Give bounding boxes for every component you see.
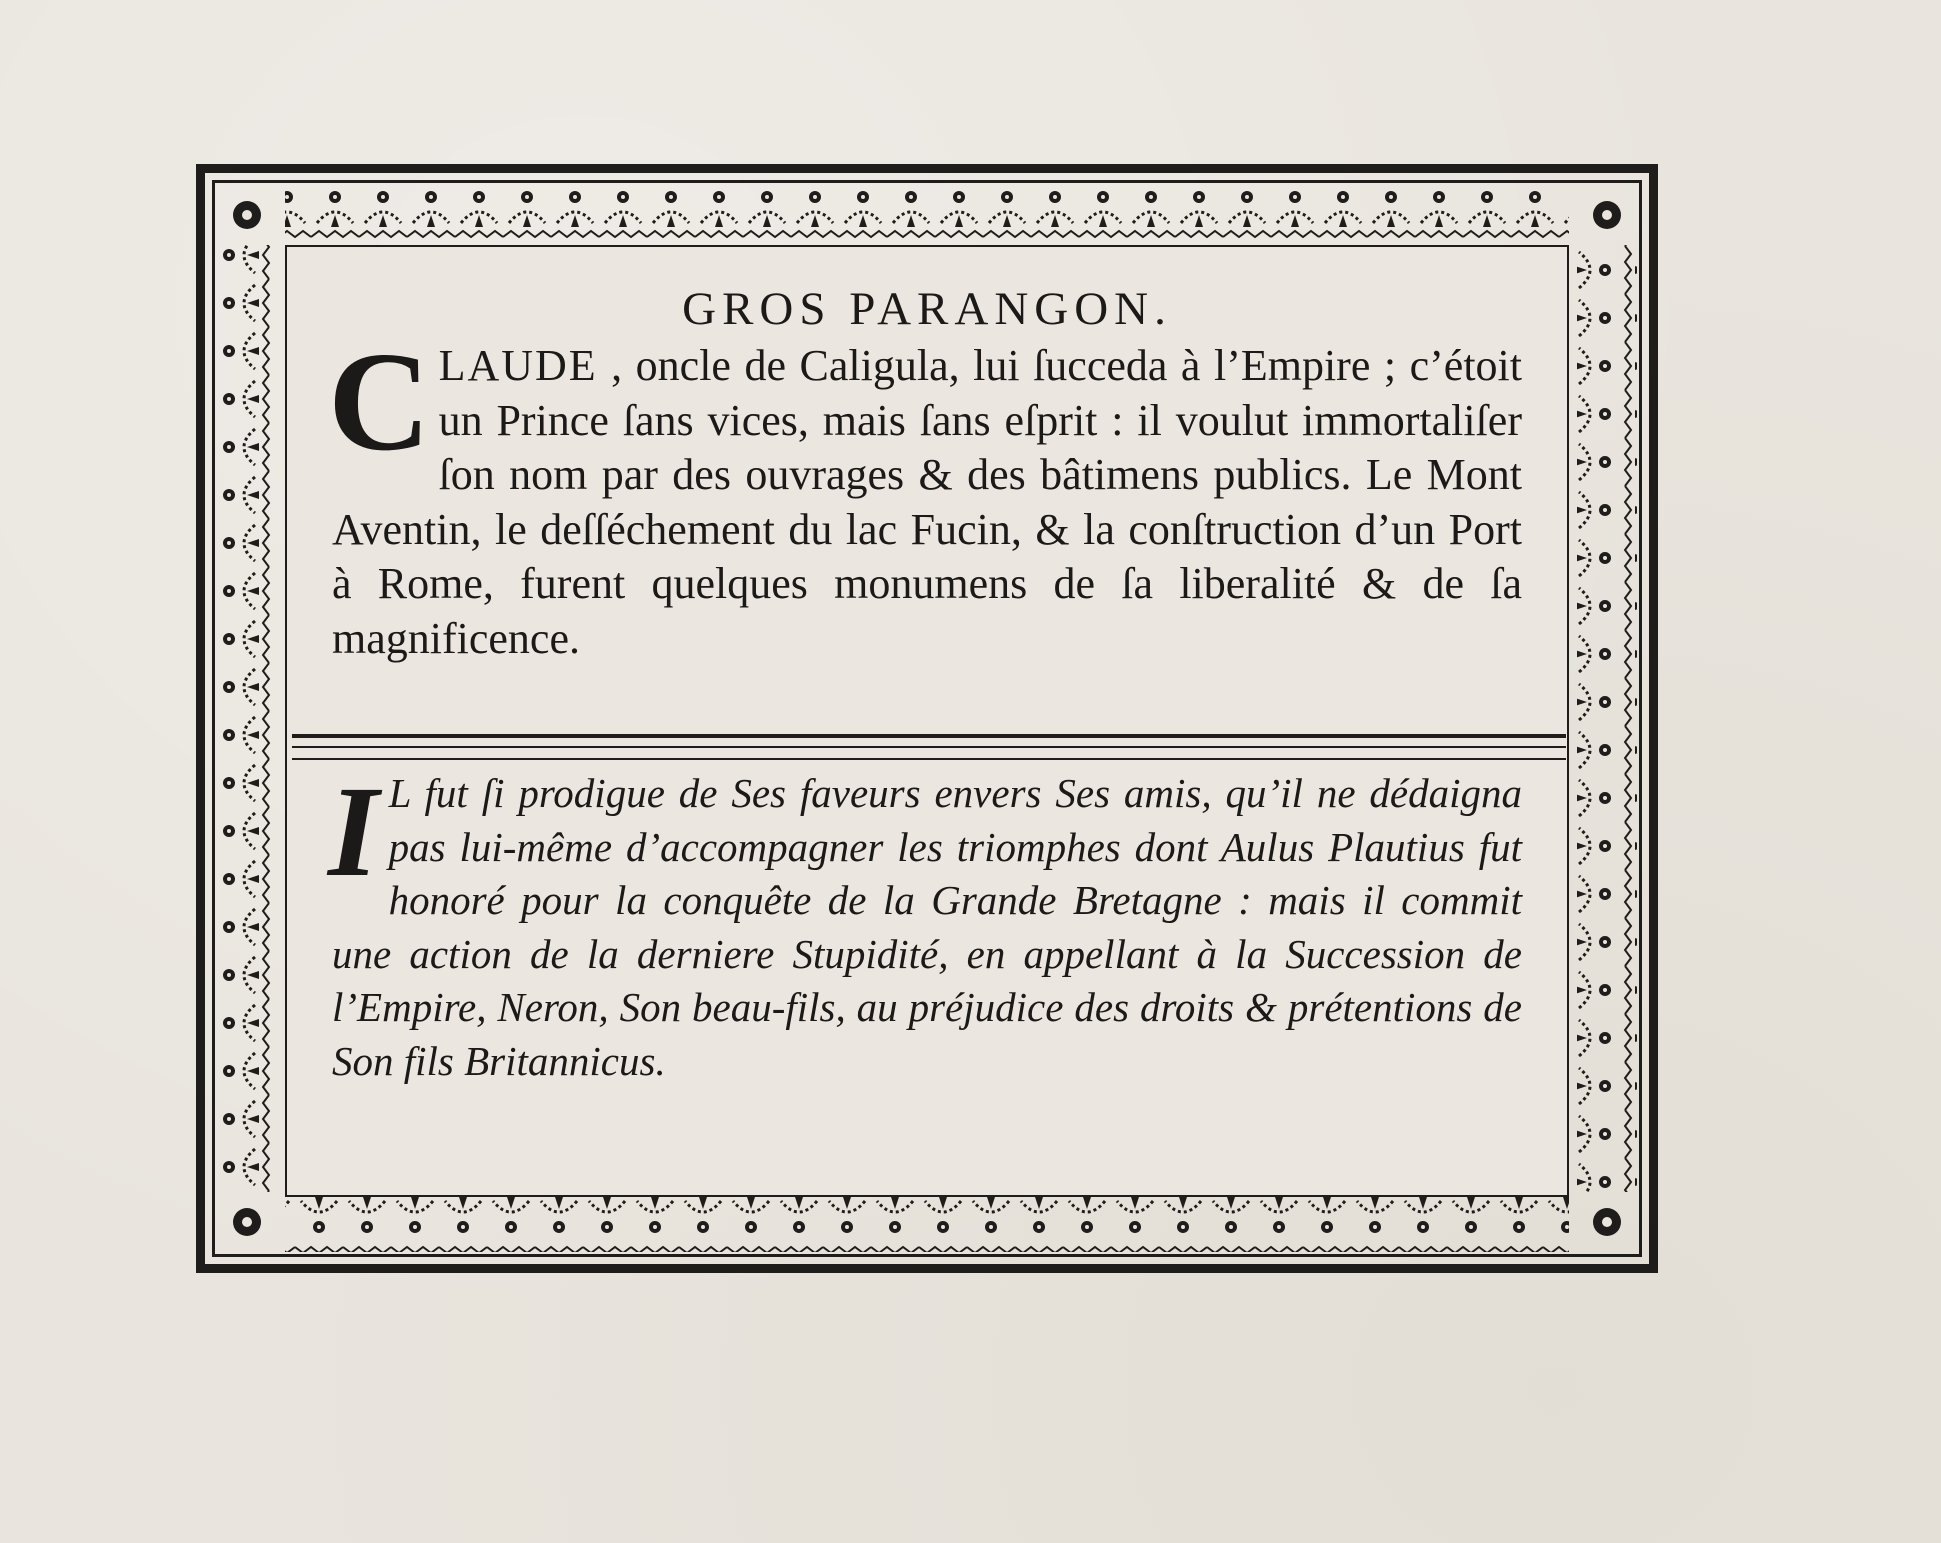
text-panel bbox=[285, 245, 1569, 1197]
roman-lead-smallcaps: LAUDE bbox=[438, 341, 598, 390]
corner-fleuron-top-right bbox=[1593, 201, 1621, 229]
roman-paragraph bbox=[328, 322, 1522, 666]
italic-paragraph bbox=[328, 760, 1522, 1088]
corner-fleuron-bottom-right bbox=[1593, 1208, 1621, 1236]
ornament-right bbox=[1577, 245, 1637, 1192]
section-divider-double-rule bbox=[292, 734, 1566, 748]
section-divider-thin-rule bbox=[292, 758, 1566, 760]
ornament-top bbox=[285, 185, 1569, 245]
roman-body-text: , oncle de Caligula, lui ſucceda à l’Empire ; c’étoit un Prince ſans vices, mais ſans eſprit : il voulut immortaliſer ſon nom par des ouvrages & des bâtimens publics. Le Mont Aventin, le deſſéchement du lac Fucin, & la conſtruction d’un Port à Rome, furent quelques monumens de ſa liberalité & de ſa magnificence. bbox=[332, 341, 1522, 663]
italic-lead: L bbox=[388, 770, 411, 816]
ornament-left bbox=[217, 245, 277, 1192]
corner-fleuron-bottom-left bbox=[233, 1208, 261, 1236]
roman-drop-cap: C bbox=[328, 322, 431, 480]
corner-fleuron-top-left bbox=[233, 201, 261, 229]
italic-body-text: fut ſi prodigue de Ses faveurs envers Ses amis, qu’il ne dédaigna pas lui-même d’accompagner les triomphes dont Aulus Plautius fut honoré pour la conquête de la Grande Bretagne : mais il commit une action de la derniere Stupidité, en appellant à la Succession de l’Empire, Neron, Son beau-fils, au préjudice des droits & prétentions de Son fils Britannicus. bbox=[332, 770, 1522, 1084]
ornament-bottom bbox=[285, 1192, 1569, 1252]
page-heading: GROS PARANGON. bbox=[682, 283, 1172, 335]
italic-drop-cap: I bbox=[328, 760, 379, 904]
